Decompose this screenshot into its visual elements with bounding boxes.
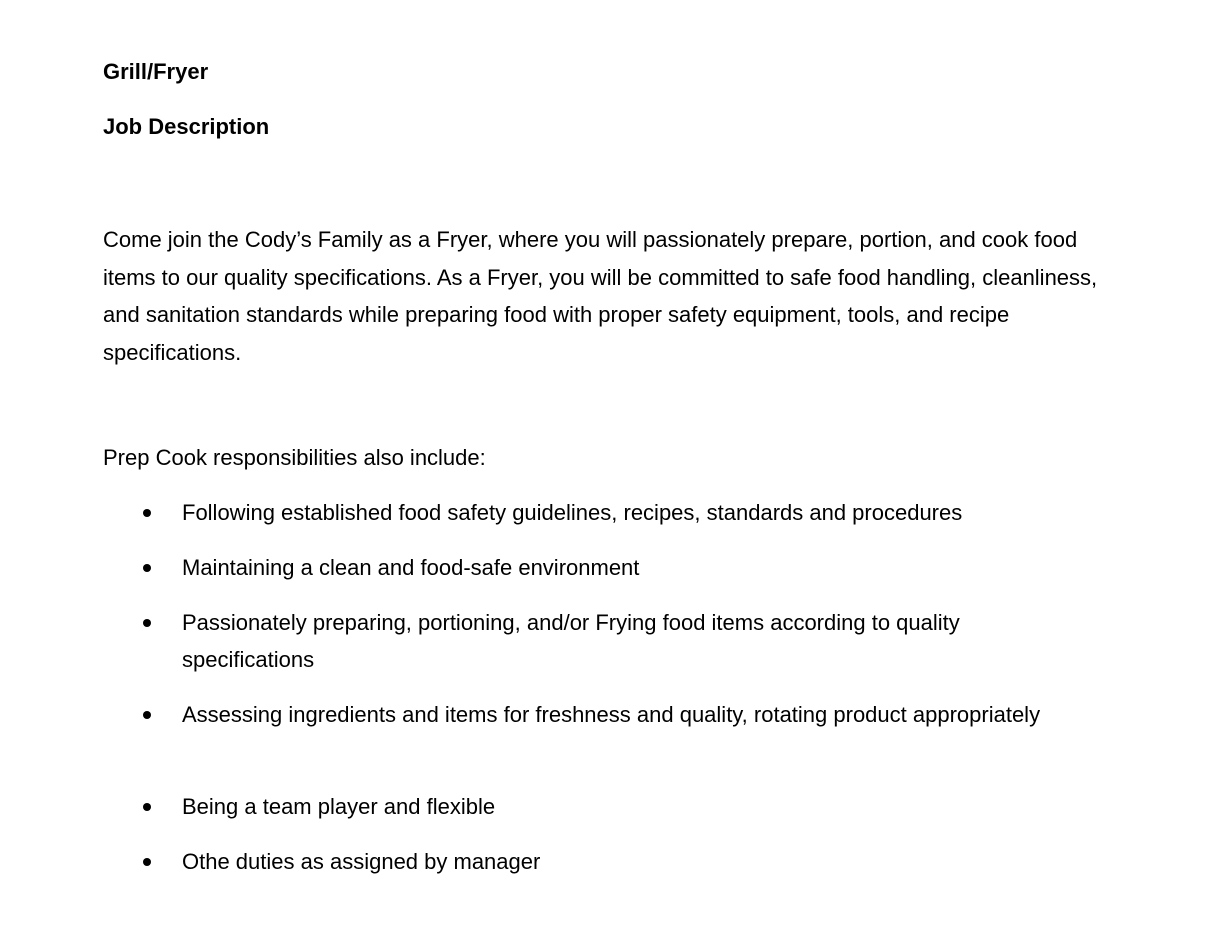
bullet-icon — [143, 803, 151, 811]
list-item-text: Othe duties as assigned by manager — [182, 849, 541, 874]
list-item-text: Passionately preparing, portioning, and/or Frying food items according to quality specifications — [182, 610, 960, 672]
document-title: Grill/Fryer — [103, 59, 209, 84]
list-item-text: Maintaining a clean and food-safe environment — [182, 555, 640, 580]
list-item-text: Being a team player and flexible — [182, 794, 496, 819]
responsibilities-lead: Prep Cook responsibilities also include: — [103, 445, 486, 470]
bullet-icon — [143, 564, 151, 572]
bullet-icon — [143, 619, 151, 627]
bullet-icon — [143, 711, 151, 719]
list-item-text: Following established food safety guidelines, recipes, standards and procedures — [182, 500, 963, 525]
bullet-icon — [143, 858, 151, 866]
document-subtitle: Job Description — [103, 114, 270, 139]
bullet-icon — [143, 509, 151, 517]
intro-paragraph: Come join the Cody’s Family as a Fryer, where you will passionately prepare, portion, and cook food items to our quality specifications. As a Fryer, you will be committed to safe food handling, cleanliness, and sanitation standards while preparing food with proper safety equipment, tools, and recipe specifications. — [103, 227, 1098, 365]
list-item-text: Assessing ingredients and items for freshness and quality, rotating product appropriately — [182, 702, 1041, 727]
